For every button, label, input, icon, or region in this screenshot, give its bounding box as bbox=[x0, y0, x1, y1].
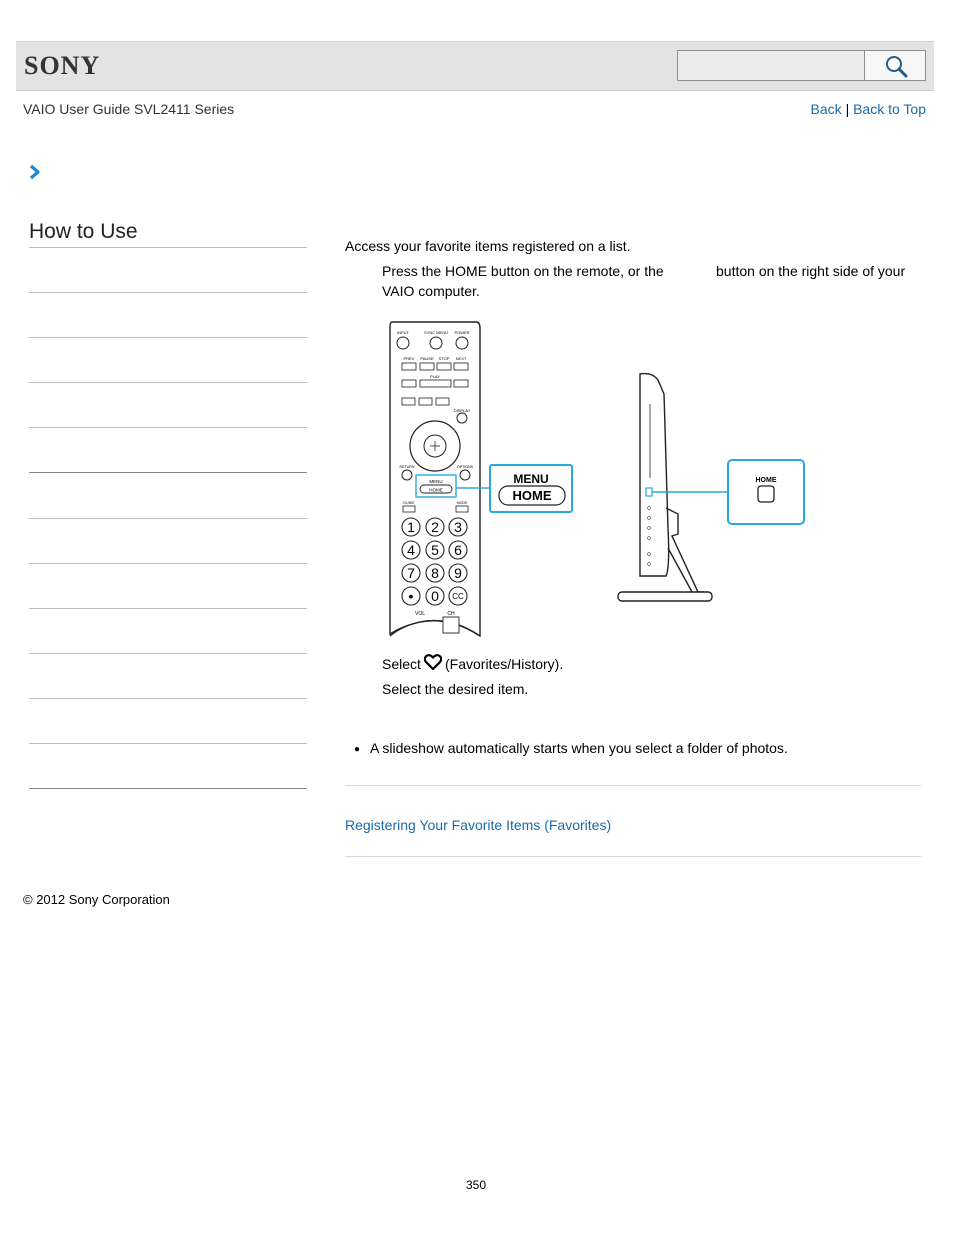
sony-logo[interactable]: SONY bbox=[24, 51, 101, 80]
sidebar-divider bbox=[29, 292, 307, 293]
remote-digit-dot: • bbox=[408, 588, 414, 604]
back-link[interactable]: Back bbox=[810, 101, 842, 117]
remote-label-pause: PAUSE bbox=[420, 356, 434, 361]
bullet-dot: ● bbox=[354, 744, 361, 755]
remote-digit-2: 2 bbox=[431, 519, 439, 535]
related-link-registering-favorites[interactable]: Registering Your Favorite Items (Favorites) bbox=[345, 817, 612, 833]
remote-label-next: NEXT bbox=[455, 356, 467, 361]
page-number: 350 bbox=[466, 1178, 487, 1192]
vaio-pc-side-view bbox=[618, 374, 712, 601]
chevron-right-icon[interactable] bbox=[28, 164, 42, 180]
remote-digit-9: 9 bbox=[454, 565, 462, 581]
back-to-top-link[interactable]: Back to Top bbox=[853, 101, 926, 117]
remote-label-input: INPUT bbox=[397, 330, 409, 335]
remote-label-home: HOME bbox=[429, 487, 443, 493]
pc-home-button-icon bbox=[758, 486, 774, 502]
remote-label-prev: PREV bbox=[403, 356, 415, 361]
section-divider bbox=[345, 856, 921, 857]
remote-digit-6: 6 bbox=[454, 542, 462, 558]
remote-label-play: PLAY bbox=[430, 374, 440, 379]
remote-label-mode: MODE bbox=[456, 501, 468, 505]
sidebar-divider bbox=[29, 608, 307, 609]
sidebar-divider bbox=[29, 382, 307, 383]
sidebar-divider bbox=[29, 698, 307, 699]
remote-label-display: DISPLAY bbox=[453, 408, 471, 413]
remote-label-vol: VOL bbox=[414, 611, 426, 617]
section-divider bbox=[345, 785, 921, 786]
note-bullet bbox=[354, 740, 788, 756]
remote-and-pc-illustration bbox=[360, 318, 820, 638]
remote-digit-1: 1 bbox=[407, 519, 415, 535]
remote-digit-8: 8 bbox=[431, 565, 439, 581]
sidebar-divider bbox=[29, 653, 307, 654]
remote-label-guide: GUIDE bbox=[403, 501, 415, 505]
pc-callout-home-label: HOME bbox=[755, 477, 777, 484]
sidebar-divider bbox=[29, 563, 307, 564]
remote-label-options: OPTIONS bbox=[456, 465, 474, 469]
sidebar-divider bbox=[29, 472, 307, 473]
remote-digit-4: 4 bbox=[407, 542, 415, 558]
remote-label-menu: MENU bbox=[429, 479, 443, 484]
remote-label-cc: CC bbox=[452, 592, 464, 601]
remote-digit-5: 5 bbox=[431, 542, 439, 558]
sidebar-divider bbox=[29, 337, 307, 338]
remote-label-ch: CH bbox=[447, 611, 455, 617]
step-1-text-b: button on the right side of your bbox=[716, 263, 906, 279]
remote-digit-3: 3 bbox=[454, 519, 462, 535]
remote-label-return: RETURN bbox=[399, 465, 415, 469]
sidebar-divider bbox=[29, 743, 307, 744]
note-text: A slideshow automatically starts when you select a folder of photos. bbox=[369, 740, 788, 756]
header-bar bbox=[16, 41, 934, 91]
callout-menu-label: MENU bbox=[513, 472, 549, 486]
copyright: © 2012 Sony Corporation bbox=[23, 892, 170, 907]
step-1-text-a: Press the HOME button on the remote, or the bbox=[382, 263, 664, 279]
guide-title: VAIO User Guide SVL2411 Series bbox=[23, 101, 235, 117]
search-icon bbox=[884, 54, 908, 78]
step-1-text-c: VAIO computer. bbox=[382, 283, 480, 299]
sidebar-title: How to Use bbox=[29, 220, 138, 243]
sidebar-divider bbox=[29, 247, 307, 248]
remote-control bbox=[390, 322, 480, 636]
search-button[interactable] bbox=[864, 50, 926, 81]
remote-digit-0: 0 bbox=[431, 588, 439, 604]
link-separator: | bbox=[845, 101, 850, 117]
remote-digit-7: 7 bbox=[407, 565, 415, 581]
step-2-text-a: Select bbox=[382, 656, 421, 672]
pc-home-button-highlight bbox=[646, 488, 652, 496]
callout-home-label: HOME bbox=[512, 488, 552, 503]
sidebar-divider bbox=[29, 518, 307, 519]
sidebar-divider bbox=[29, 427, 307, 428]
search-input[interactable] bbox=[677, 50, 864, 81]
sidebar-divider bbox=[29, 788, 307, 789]
step-3-text: Select the desired item. bbox=[382, 681, 529, 697]
heart-icon bbox=[424, 654, 442, 670]
remote-label-sync-menu: SYNC MENU bbox=[423, 330, 449, 335]
top-links bbox=[811, 101, 926, 117]
remote-label-power: POWER bbox=[454, 330, 470, 335]
step-2-text-b: (Favorites/History). bbox=[445, 656, 564, 672]
remote-label-stop: STOP bbox=[438, 356, 450, 361]
intro-text: Access your favorite items registered on a list. bbox=[345, 238, 631, 254]
